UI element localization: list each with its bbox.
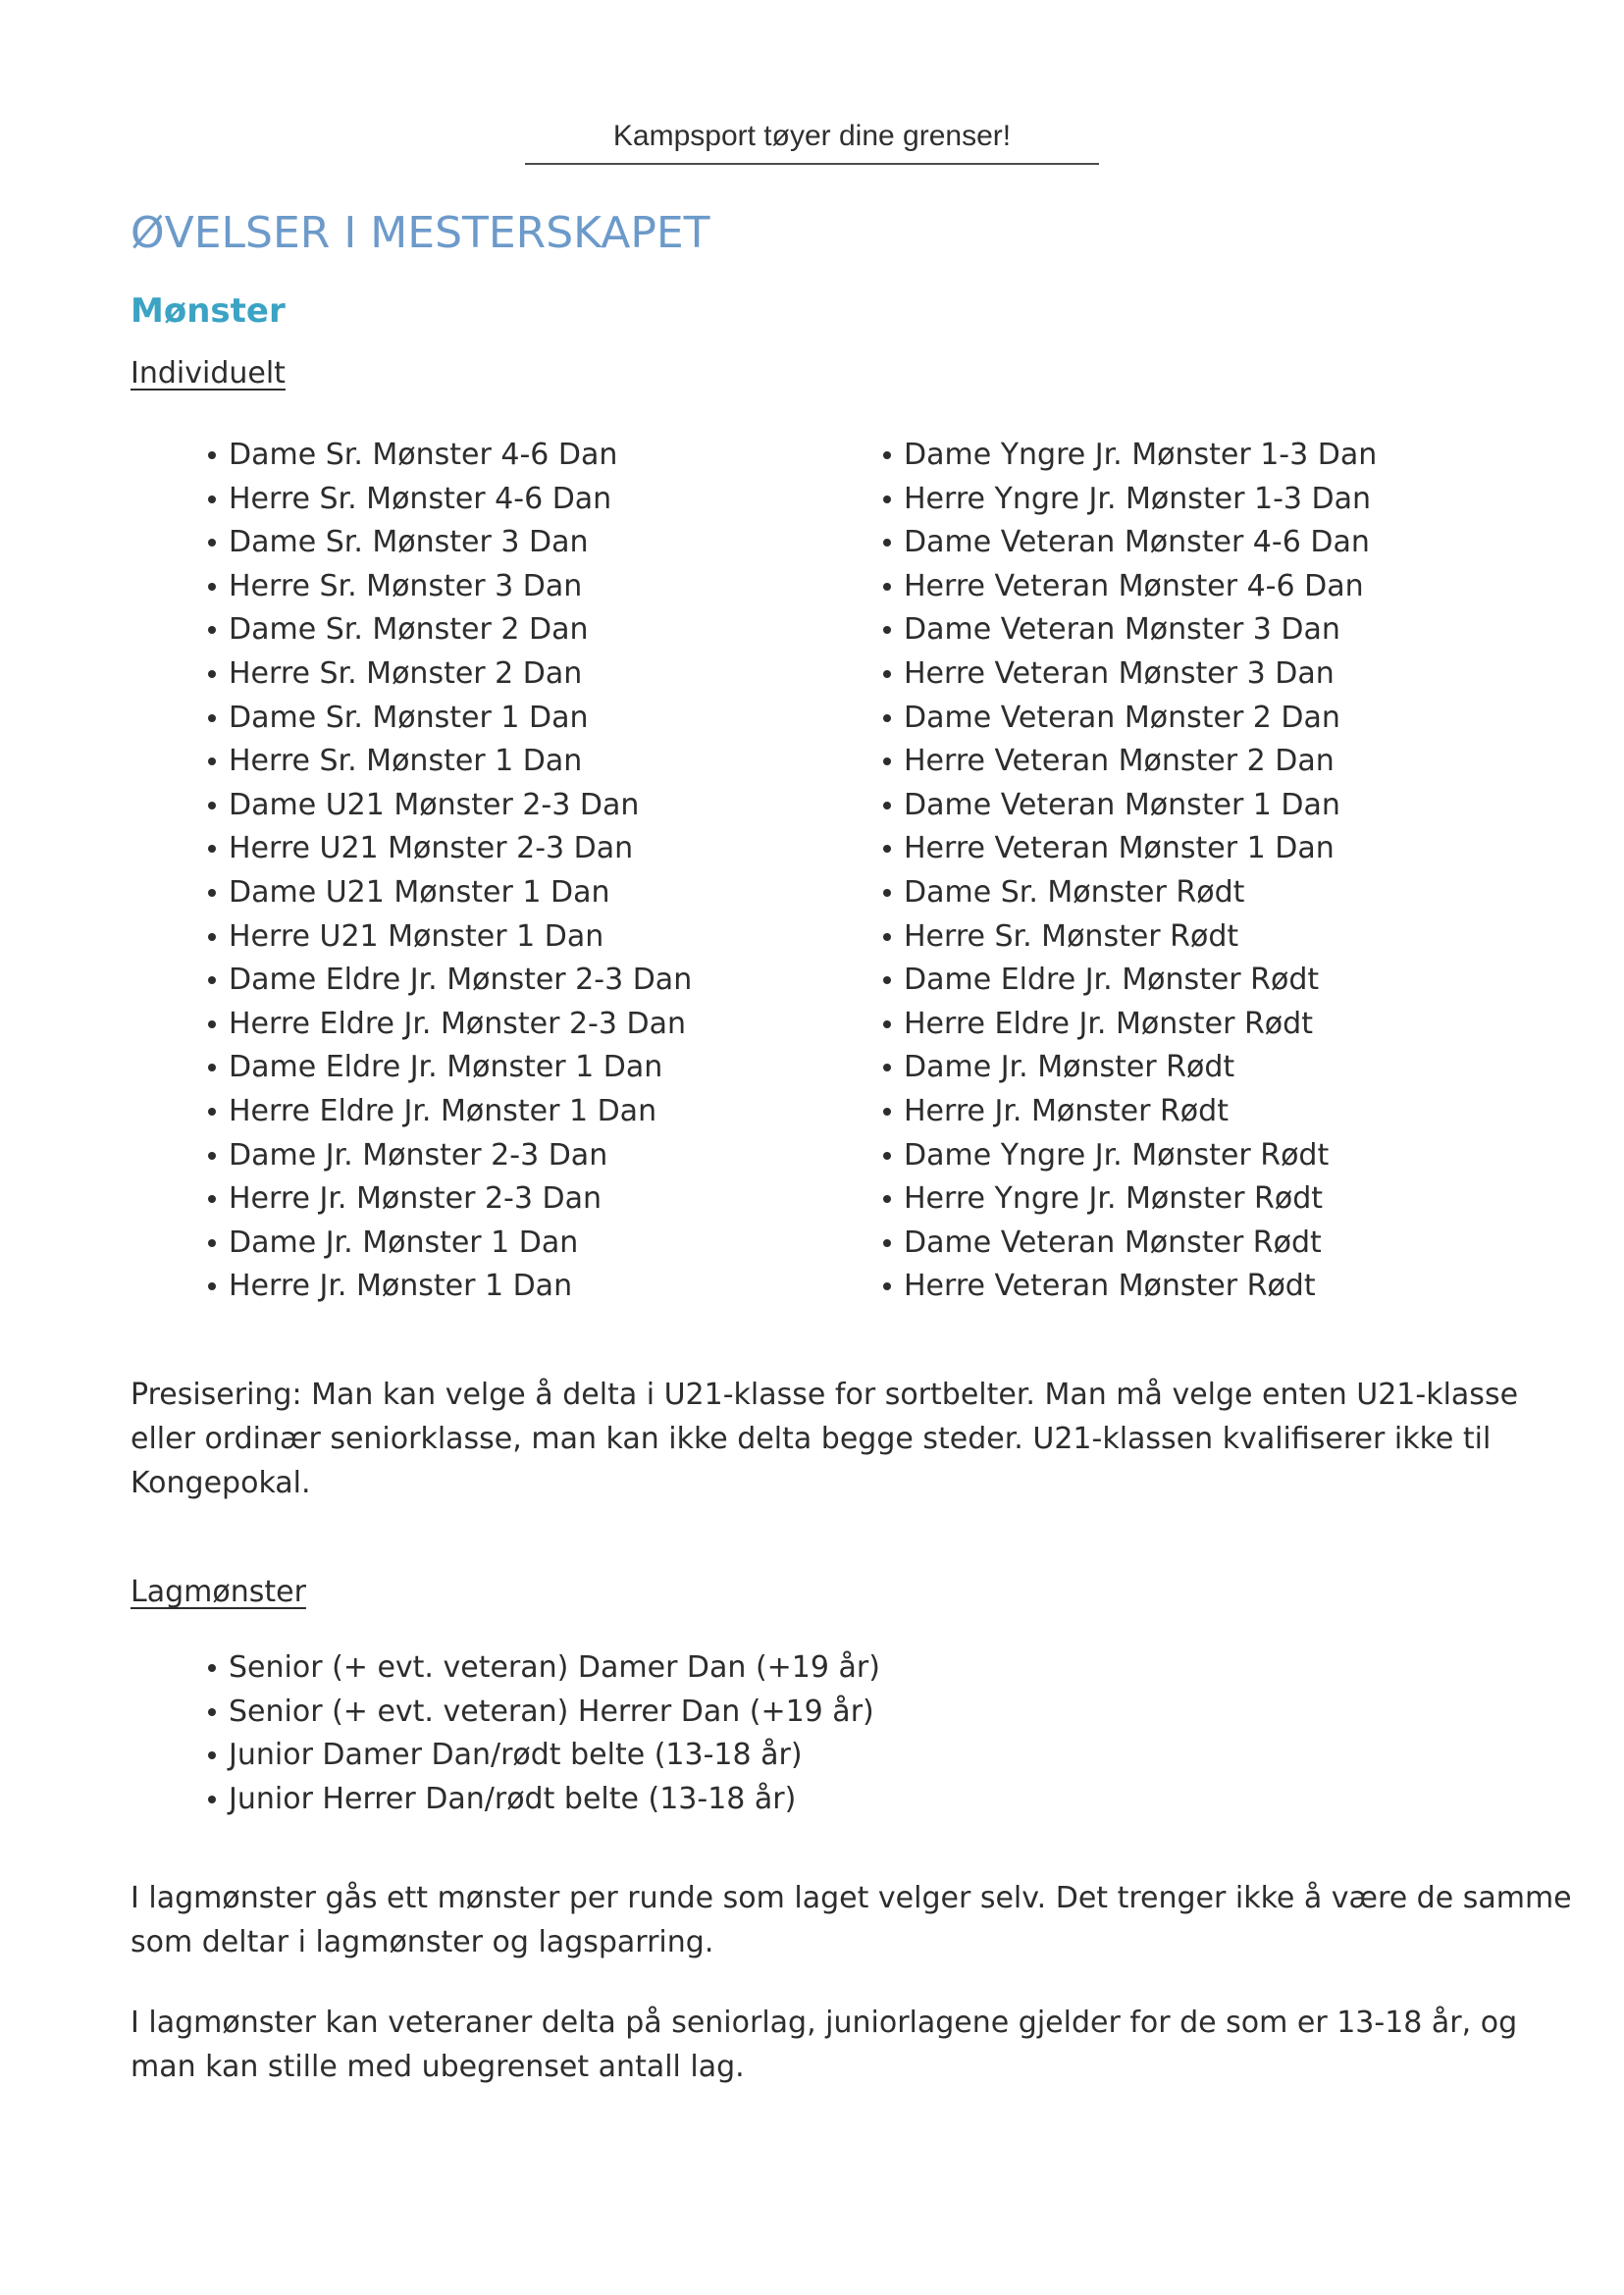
paragraph-line: man kan stille med ubegrenset antall lag. <box>131 2050 745 2084</box>
bullet-icon <box>883 1152 891 1160</box>
bullet-icon <box>208 889 216 897</box>
bullet-icon <box>883 714 891 722</box>
list-item-label: Dame Veteran Mønster 1 Dan <box>904 787 1340 822</box>
list-item-label: Dame Eldre Jr. Mønster Rødt <box>904 963 1320 998</box>
list-item-label: Herre Eldre Jr. Mønster 1 Dan <box>229 1093 657 1128</box>
list-item <box>883 959 1377 1003</box>
list-item <box>208 959 692 1003</box>
list-item-label: Dame Yngre Jr. Mønster Rødt <box>904 1137 1330 1173</box>
page-title: ØVELSER I MESTERSKAPET <box>131 208 710 258</box>
subsection-heading-lagmonster: Lagmønster <box>131 1575 306 1609</box>
bullet-icon <box>883 670 891 678</box>
list-item-label: Herre Eldre Jr. Mønster 2-3 Dan <box>229 1006 686 1041</box>
list-item-label: Herre U21 Mønster 1 Dan <box>229 918 604 954</box>
bullet-icon <box>208 451 216 459</box>
list-item <box>883 652 1377 697</box>
list-item <box>883 434 1377 478</box>
list-item-label: Herre Yngre Jr. Mønster 1-3 Dan <box>904 481 1372 516</box>
bullet-icon <box>883 1239 891 1247</box>
list-item <box>208 652 692 697</box>
list-item-label: Dame Sr. Mønster Rødt <box>904 874 1245 910</box>
bullet-icon <box>883 845 891 853</box>
list-item-label: Herre Sr. Mønster 1 Dan <box>229 744 583 779</box>
list-item <box>883 915 1377 960</box>
individual-list-left-column <box>208 434 692 1309</box>
list-item-label: Dame Veteran Mønster Rødt <box>904 1225 1322 1260</box>
list-item-label: Junior Herrer Dan/rødt belte (13-18 år) <box>229 1781 797 1816</box>
individual-list-right-column <box>883 434 1377 1309</box>
list-item-label: Herre Jr. Mønster Rødt <box>904 1093 1229 1128</box>
list-item <box>883 1090 1377 1134</box>
list-item-label: Dame U21 Mønster 2-3 Dan <box>229 787 640 822</box>
list-item-label: Herre Eldre Jr. Mønster Rødt <box>904 1006 1313 1041</box>
list-item <box>883 697 1377 741</box>
bullet-icon <box>883 1020 891 1028</box>
bullet-icon <box>208 670 216 678</box>
list-item-label: Dame Veteran Mønster 4-6 Dan <box>904 525 1370 560</box>
bullet-icon <box>883 583 891 591</box>
paragraph-line: I lagmønster gås ett mønster per runde som laget velger selv. Det trenger ikke å være de samme <box>131 1881 1572 1915</box>
paragraph-line: som deltar i lagmønster og lagsparring. <box>131 1925 714 1959</box>
list-item <box>883 784 1377 828</box>
section-heading-monster: Mønster <box>131 291 286 331</box>
list-item <box>208 1046 692 1090</box>
list-item-label: Dame Eldre Jr. Mønster 2-3 Dan <box>229 963 693 998</box>
list-item-label: Herre Veteran Mønster 4-6 Dan <box>904 568 1364 603</box>
bullet-icon <box>883 933 891 941</box>
paragraph-line: Presisering: Man kan velge å delta i U21-klasse for sortbelter. Man må velge enten U21-klasse <box>131 1378 1519 1412</box>
list-item-label: Dame Sr. Mønster 4-6 Dan <box>229 438 618 472</box>
bullet-icon <box>208 1708 216 1716</box>
bullet-icon <box>208 626 216 634</box>
list-item-label: Dame Jr. Mønster Rødt <box>904 1050 1235 1085</box>
list-item <box>883 871 1377 915</box>
bullet-icon <box>208 976 216 984</box>
list-item <box>208 521 692 565</box>
list-item-label: Dame Sr. Mønster 3 Dan <box>229 525 589 560</box>
list-item <box>883 565 1377 609</box>
bullet-icon <box>208 757 216 765</box>
list-item-label: Dame Jr. Mønster 1 Dan <box>229 1225 579 1260</box>
paragraph-line: eller ordinær seniorklasse, man kan ikke delta begge steder. U21-klassen kvalifiserer ikke til <box>131 1422 1492 1456</box>
list-item <box>208 1134 692 1178</box>
list-item-label: Dame Eldre Jr. Mønster 1 Dan <box>229 1050 663 1085</box>
bullet-icon <box>883 539 891 547</box>
team-pattern-list <box>208 1646 880 1821</box>
presisering-paragraph <box>131 1373 1518 1505</box>
list-item-label: Dame Veteran Mønster 3 Dan <box>904 612 1340 648</box>
bullet-icon <box>208 1664 216 1672</box>
list-item <box>208 1646 880 1691</box>
bullet-icon <box>208 714 216 722</box>
list-item <box>883 740 1377 784</box>
list-item <box>208 915 692 960</box>
bullet-icon <box>208 1020 216 1028</box>
bullet-icon <box>208 1064 216 1071</box>
bullet-icon <box>883 1064 891 1071</box>
list-item <box>883 1177 1377 1222</box>
list-item-label: Herre Jr. Mønster 1 Dan <box>229 1269 573 1304</box>
list-item-label: Herre Sr. Mønster 4-6 Dan <box>229 481 612 516</box>
bullet-icon <box>883 1195 891 1203</box>
list-item <box>208 478 692 522</box>
list-item <box>883 827 1377 871</box>
list-item <box>208 827 692 871</box>
list-item <box>208 1734 880 1778</box>
list-item <box>883 1134 1377 1178</box>
list-item-label: Herre Sr. Mønster 3 Dan <box>229 568 583 603</box>
bullet-icon <box>883 1108 891 1116</box>
list-item-label: Dame Jr. Mønster 2-3 Dan <box>229 1137 608 1173</box>
list-item-label: Herre Jr. Mønster 2-3 Dan <box>229 1181 602 1217</box>
bullet-icon <box>208 1282 216 1290</box>
list-item <box>208 871 692 915</box>
bullet-icon <box>208 1751 216 1759</box>
list-item-label: Dame Sr. Mønster 2 Dan <box>229 612 589 648</box>
header-tagline <box>525 119 1099 165</box>
bullet-icon <box>883 802 891 809</box>
list-item-label: Dame Yngre Jr. Mønster 1-3 Dan <box>904 438 1378 472</box>
paragraph-line: I lagmønster kan veteraner delta på seniorlag, juniorlagene gjelder for de som er 13-18 år, og <box>131 2006 1518 2040</box>
bullet-icon <box>883 626 891 634</box>
bullet-icon <box>208 933 216 941</box>
list-item <box>208 740 692 784</box>
bullet-icon <box>208 1195 216 1203</box>
bullet-icon <box>883 889 891 897</box>
paragraph-line: Kongepokal. <box>131 1466 311 1500</box>
list-item <box>883 521 1377 565</box>
list-item <box>208 1222 692 1266</box>
bullet-icon <box>883 496 891 503</box>
header-tagline-text: Kampsport tøyer dine grenser! <box>612 120 1012 152</box>
bullet-icon <box>208 1239 216 1247</box>
bullet-icon <box>883 976 891 984</box>
list-item-label: Herre Veteran Mønster 2 Dan <box>904 744 1335 779</box>
list-item <box>208 1177 692 1222</box>
list-item <box>208 1265 692 1309</box>
list-item <box>883 1265 1377 1309</box>
list-item-label: Herre Veteran Mønster 3 Dan <box>904 655 1335 691</box>
list-item <box>208 1003 692 1047</box>
bullet-icon <box>208 802 216 809</box>
list-item-label: Herre Veteran Mønster 1 Dan <box>904 831 1335 866</box>
list-item <box>883 1222 1377 1266</box>
list-item-label: Herre U21 Mønster 2-3 Dan <box>229 831 634 866</box>
list-item <box>208 784 692 828</box>
list-item-label: Herre Yngre Jr. Mønster Rødt <box>904 1181 1324 1217</box>
bullet-icon <box>208 1796 216 1803</box>
list-item <box>208 1778 880 1822</box>
list-item-label: Dame U21 Mønster 1 Dan <box>229 874 610 910</box>
bullet-icon <box>208 583 216 591</box>
list-item <box>883 478 1377 522</box>
list-item-label: Dame Sr. Mønster 1 Dan <box>229 700 589 735</box>
team-pattern-paragraph-1 <box>131 1876 1572 1964</box>
list-item <box>883 1046 1377 1090</box>
bullet-icon <box>208 845 216 853</box>
list-item-label: Herre Sr. Mønster Rødt <box>904 918 1239 954</box>
list-item-label: Senior (+ evt. veteran) Damer Dan (+19 år) <box>229 1650 880 1685</box>
list-item-label: Senior (+ evt. veteran) Herrer Dan (+19 år) <box>229 1694 874 1729</box>
list-item <box>208 697 692 741</box>
bullet-icon <box>208 539 216 547</box>
list-item-label: Herre Sr. Mønster 2 Dan <box>229 655 583 691</box>
bullet-icon <box>208 1108 216 1116</box>
list-item-label: Dame Veteran Mønster 2 Dan <box>904 700 1340 735</box>
bullet-icon <box>883 451 891 459</box>
bullet-icon <box>883 757 891 765</box>
list-item <box>883 608 1377 652</box>
list-item <box>208 434 692 478</box>
bullet-icon <box>208 1152 216 1160</box>
team-pattern-paragraph-2 <box>131 2001 1517 2089</box>
list-item-label: Herre Veteran Mønster Rødt <box>904 1269 1316 1304</box>
bullet-icon <box>883 1282 891 1290</box>
list-item <box>208 608 692 652</box>
bullet-icon <box>208 496 216 503</box>
subsection-heading-individuelt: Individuelt <box>131 356 286 391</box>
list-item <box>208 1090 692 1134</box>
list-item <box>208 565 692 609</box>
list-item <box>883 1003 1377 1047</box>
list-item <box>208 1691 880 1735</box>
list-item-label: Junior Damer Dan/rødt belte (13-18 år) <box>229 1738 803 1773</box>
